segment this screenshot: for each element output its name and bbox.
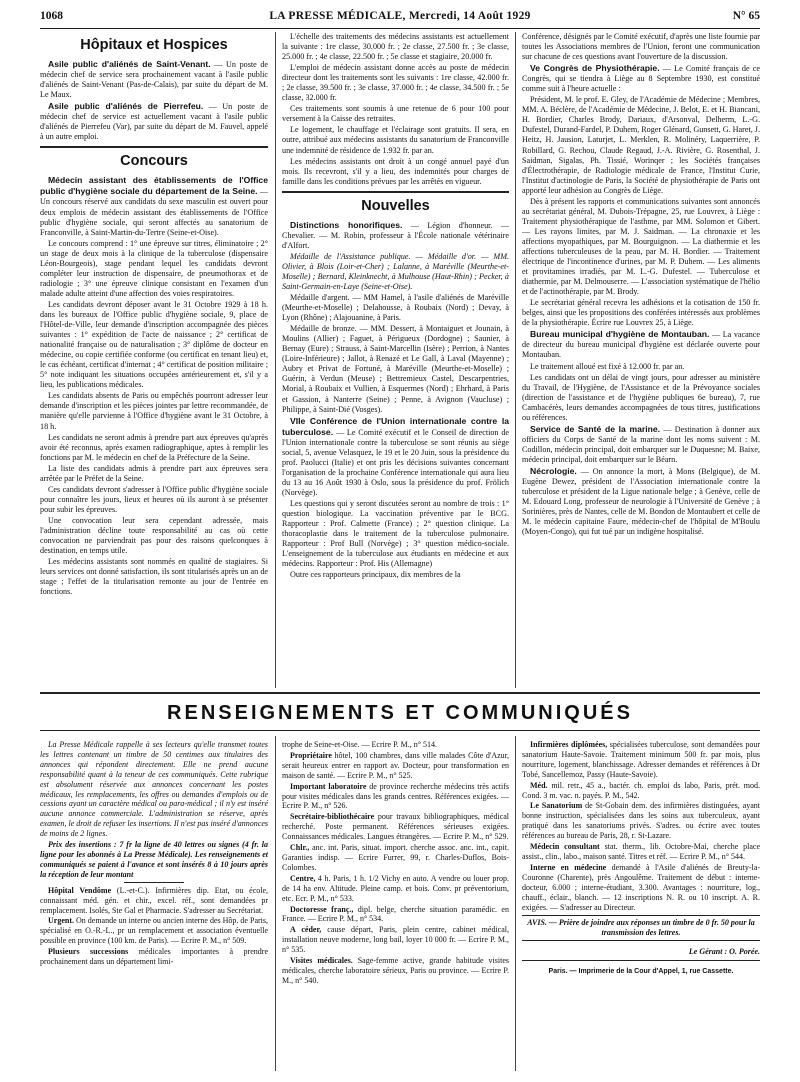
paragraph: Le logement, le chauffage et l'éclairage sont gratuits. Il sera, en outre, attribué aux médecins assistants du sanatorium de Franconville une indemnité de résidence de 1.932 fr. par an. (282, 125, 509, 155)
paragraph: L'échelle des traitements des médecins assistants est actuellement la suivante : 1re classe, 30.000 fr. ; 2e classe, 27.500 fr. ; 3e classe, 25.000 fr. ; 4e classe, 22.500 fr. ; 5e classe et stagiaire, 20.000 fr. (282, 32, 509, 62)
notice-heading: Service de Santé de la marine. (530, 423, 661, 434)
page-header (40, 6, 760, 26)
ad-heading: Plusieurs successions (48, 947, 129, 957)
notice-text: — Un concours réservé aux candidats du sexe masculin est ouvert pour deux emplois de médecin assistant des établissements de l'Office public d'hygiène sociale, qui seront affectés au sanatorium de Franconville, à Saint-Martin-du-Tertre (Seine-et-Oise). (40, 187, 268, 237)
ad-text: dipl. belge, cherche situation paramédic. en France. — Ecrire P. M., n° 534. (282, 904, 509, 924)
paragraph: Une convocation leur sera cependant adressée, mais l'administration décline toute responsabilité au cas où cette convocation ne parviendrait pas pour des raisons quelconques à destination, en temps utile. (40, 515, 268, 556)
paragraph: Les médecins assistants sont nommés en qualité de stagiaires. Si leurs services ont donné satisfaction, ils sont titularisés après un an de stage ; l'effet de la titularisation remonte au jour de l'entrée en fonctions. (40, 557, 268, 597)
ad-text: stat. therm., lib. Octobre-Mai, cherche place assist., clin., labo., maison santé. Titres et réf. — Ecrire P. M., n° 544. (522, 842, 760, 861)
notice-heading: Bureau municipal d'hygiène de Montauban. (530, 329, 710, 340)
issue-number: N° 65 (732, 10, 760, 22)
notice-heading: Distinctions honorifiques. (290, 219, 403, 230)
header-rule (40, 28, 760, 29)
ad-heading: Urgent. (48, 916, 74, 926)
notice-heading: Asile public d'aliénés de Pierrefeu. (48, 101, 204, 112)
ad-text: Sage-femme active, grande habitude visites médicales, cherche laboratoire sérieux, Paris ou province. — Ecrire P. M., n° 540. (282, 956, 509, 985)
notice-text: — Légion d'honneur. — Chevalier. — M. Robin, professeur à l'École nationale vétérinaire d'Alfort. (282, 220, 509, 250)
ad-heading: Visites médicales. (290, 956, 353, 966)
ad-heading: Le Sanatorium (530, 801, 583, 811)
ad-text: mil. retr., 45 a., bactér. ch. emploi ds labo, Paris, prét. mod. Cond. 3 m. vac. n. payés. P. M., 542. (522, 780, 760, 800)
banner-rule-bottom (40, 730, 760, 731)
section-title-concours: Concours (120, 153, 188, 170)
section-rule (282, 191, 509, 193)
printer-imprint: Paris. — Imprimerie de la Cour d'Appel, 1, rue Cassette. (548, 968, 734, 976)
paragraph: Les candidats absents de Paris ou empêchés pourront adresser leur demande d'inscription et les pièces jointes par lettre recommandée, de manière qu'elle parvienne à l'Office d'hygiène avant le 31 Octobre, à 18 h. (40, 391, 268, 431)
ad-heading: Méd. (530, 780, 548, 790)
notice-text: — La vacance de directeur du bureau municipal d'hygiène est déclarée ouverte pour Montauban. (522, 330, 760, 360)
ad-heading: Secrétaire-bibliothécaire (290, 812, 375, 822)
banner-rule-top (40, 692, 760, 694)
ads-column-1 (40, 740, 268, 1074)
ads-column-2 (282, 740, 509, 1074)
page-number: 1068 (40, 10, 63, 22)
column-1 (40, 32, 268, 688)
paragraph: Les candidats ont un délai de vingt jours, pour adresser au ministère du Travail, de l'Hygiène, de l'Assistance et de la Prévoyance sociales (direction de l'assistance et de l'hygiène publiques 6e bureau), 7, rue Cambacérès, leurs demandes accompagnées de tous titres, justifications ou références. (522, 372, 760, 422)
ad-heading: Infirmières diplômées, (530, 740, 608, 749)
paragraph: Médaille de l'Assistance publique. — Médaille d'or. — MM. Olivier, à Blois (Loir-et-Cher) ; Lalanne, à Maréville (Meurthe-et-Moselle) ; Bernard, Kleinknecht, à Mulhouse (Haut-Rhin) ; Pecker, à Saint-Germain-en-Laye (Seine-et-Oise). (282, 251, 509, 291)
footer-rule (522, 960, 760, 961)
column-divider (275, 736, 276, 1071)
ad-heading: Doctoresse franç., (290, 904, 354, 914)
notice-text: — On annonce la mort, à Mons (Belgique), de M. Eugène Dewez, président de l'Association internationale contre la tuberculose et président de la Ligue nationale belge ; à Genève, celle de M. Edouard Long, professeur de neurologie à l'Université de Genève ; à Sorinières, près de Nantes, celle de M. Bondon de Montaubert et celle de M. le médecin capitaine Faure, médecin-chef de l'hôpital de M'Boulu (Moyen-Congo), qui fut tué par un indigène hospitalisé. (522, 466, 760, 537)
ad-text: demandé à l'Asile d'aliénés de Breuty-la-Couronne (Charente), près Angoulême. Traitement de début : interne-docteur, 6.000 ; interne-étudiant, 3.300. Avantages : nourriture, log., chauff., éclair., blanch. — 12 inscriptions N. R. ou 10 inscript. A. R. exigées. — S'adresser au Directeur. (522, 862, 760, 912)
ad-heading: Centre, (290, 873, 316, 883)
gerant-signature: Le Gérant : O. Porée. (688, 947, 760, 957)
ad-text: pour travaux bibliographiques, médical recherché. Poste permanent. Références sérieuses exigées. Connaissances médicales. Langues étrangères. — Ecrire P. M., n° 529. (282, 812, 509, 842)
notice-heading: Asile public d'aliénés de Saint-Venant. (48, 59, 211, 69)
notice-heading: Ve Congrès de Physiothérapie. (530, 63, 660, 74)
section-title-renseignements: RENSEIGNEMENTS ET COMMUNIQUÉS (167, 702, 633, 724)
column-2 (282, 32, 509, 688)
notice-heading: Médecin assistant des établissements de l'Office public d'hygiène sociale du département de la Seine. (40, 175, 268, 197)
notice-text: — Le Comité exécutif et le Conseil de direction de l'Union internationale contre la tuberculose se sont réunis au siège social, 5, avenue Velasquez, le 19 et le 20 Juin, sous la présidence du prof. Paolucci (Italie) et ont pris les décisions suivantes concernant l'organisation de la prochaine Conférence internationale qui aura lieu du 13 au 16 Août 1930 à Oslo, sous la présidence du prof. Frölich (Norvège). (282, 427, 509, 497)
ad-heading: Médecin consultant (530, 842, 600, 852)
paragraph: Médaille d'argent. — MM Hamel, à l'asile d'aliénés de Maréville (Meurthe-et-Moselle) ; Delahousse, à Roubaix (Nord) ; Devay, à Lyon (Rhône) ; Alajouanine, à Paris. (282, 293, 509, 323)
ad-text: On demande un interne ou ancien interne des Hôp. de Paris, spécialisé en O.-R.-L., pr un remplacement et association éventuelle possible en province (100 km. de Paris). — Ecrire P. M., n° 509. (40, 916, 268, 946)
section-rule (40, 146, 268, 148)
divider (124, 882, 184, 883)
paragraph: Ces traitements sont soumis à une retenue de 6 pour 100 pour versement à la Caisse des retraites. (282, 104, 509, 124)
ad-text: (L.-et-C.). Infirmières dip. Etat, ou école, connaissant méd. gén. et chir., excel. réf., sont demandées pr remplacement. Isolés, Ste Gal et Pharmacie. S'adresser au Secrétariat. (40, 885, 268, 915)
ads-pricing: Prix des insertions : 7 fr la ligne de 40 lettres ou signes (4 fr. la ligne pour les abonnés à La Presse Médicale). Les renseignements et communiqués se paient à l'avance et sont insérés 8 à 10 jours après la réception de leur montant (40, 840, 268, 879)
paragraph: Ces candidats devront s'adresser à l'Office public d'hygiène sociale pour connaître les jours, lieux et heures où ils auront à se présenter pour subir les épreuves. (40, 484, 268, 514)
ad-text: spécialisées tuberculose, sont demandées pour sanatorium Haute-Savoie. Traitement minimum 500 fr. par mois, plus nourriture, logement, blanchissage. Adresser demandes et références à Dr Tobé, Sancellemoz, Passy (Haute-Savoie). (522, 740, 760, 779)
ad-text: de province recherche médecins très actifs pour visites médicales dans les grands centres. Références exigées. — Ecrire P. M., n° 526. (282, 781, 509, 811)
ad-text: hôtel, 100 chambres, dans ville malades Côte d'Azur, serait heureux entrer en rapport av. Docteur, pour transformation en maison de santé. — Ecrire P. M., n° 525. (282, 750, 509, 780)
paragraph: Les candidats ne seront admis à prendre part aux épreuves qu'après avoir été reconnus, après examen radiographique, aptes à remplir les fonctions par M. le médecin en chef de la Préfecture de la Seine. (40, 432, 268, 462)
column-3 (522, 32, 760, 688)
ad-heading: Interne en médecine (530, 862, 607, 872)
ad-text: anc. int. Paris, situat. import. cherche assoc. anc. int., capit. Garanties indisp. — Ecrire Furrer, 99, r. Charles-Duflos, Bois-Colombes. (282, 843, 509, 872)
paragraph: Médaille de bronze. — MM. Dessert, à Montaiguet et Jounain, à Moulins (Allier) ; Faguet, à Périgueux (Dordogne) ; Saunier, à Bernay (Eure) ; Strauss, à Saint-Marcellin (Isère) ; Perrion, à Nantes (Loire-Inférieure) ; Jallot, à Renazé et Le Gall, à Laval (Mayenne) ; Aubry et Privat de Fortuné, à Maréville (Meurthe-et-Moselle) ; Guérin, à Verdun (Meuse) ; Bettremieux Castel, Descarpentries, Morial, à Roubaix et Vullien, à Esquermes (Nord) ; Ehrhard, à Paris et Gassion, à Nanterre (Seine) ; Penne, à Avignon (Vaucluse) ; Philippe, à Saint-Dié (Vosges). (282, 324, 509, 414)
avis-box: AVIS. — Prière de joindre aux réponses un timbre de 0 fr. 50 pour la transmission des lettres. (522, 915, 760, 941)
ad-heading: Propriétaire (290, 750, 332, 760)
column-divider (515, 736, 516, 1071)
newspaper-title: LA PRESSE MÉDICALE, Mercredi, 14 Août 1929 (269, 10, 531, 22)
paragraph: Conférence, désignés par le Comité exécutif, d'après une liste fournie par toutes les Associations membres de l'Union, feront une communication sur chacune de ces questions avant l'ouverture de la discussion. (522, 32, 760, 62)
paragraph: La liste des candidats admis à prendre part aux épreuves sera arrêtée par le Préfet de la Seine. (40, 463, 268, 483)
paragraph: L'emploi de médecin assistant donne accès au poste de médecin directeur dont les traitements sont les suivants : 1re classe, 42.000 fr. ; 2e classe, 39.500 fr. ; 3e classe, 37.000 fr. ; 4e classe, 34.500 fr. ; 5e classe, 32.000 fr. (282, 63, 509, 103)
paragraph: Les candidats devront déposer avant le 31 Octobre 1929 à 18 h. dans les bureaux de l'Office public d'hygiène sociale, 9, place de l'Hôtel-de-Ville, leur demande d'inscription accompagnée des pièces suivantes : 1° expédition de l'acte de naissance ; 2° certificat de nationalité française ou de naturalisation ; 3° diplôme de docteur en médecine, ou copie certifiée conforme (ou certificat en tenant lieu) et, le cas échéant, certificat d'internat ; 4° certificat de position militaire ; 5° note indiquant les situations occupées antérieurement et, s'il y a lieu, les publications médicales. (40, 299, 268, 390)
paragraph: Le concours comprend : 1° une épreuve sur titres, éliminatoire ; 2° un stage de deux mois à la clinique de la tuberculose (dispensaire Léon-Bourgeois), stage pendant lequel les candidats devront compléter leur instruction de dispensaire, de pneumothorax et de radiologie ; 3° une épreuve clinique consistant en l'examen d'un malade adulte atteint d'une affection des voies respiratoires. (40, 238, 268, 298)
notice-text: — Un poste de médecin chef de service est actuellement vacant à l'asile public d'aliénés de Pierrefeu (Var), par suite du départ de M. Fauvel, appelé à un autre emploi. (40, 102, 268, 142)
notice-text: — Destination à donner aux officiers du Corps de Santé de la marine dont les noms suivent : M. Codillon, médecin principal, doit embarquer sur le Duquesne; M. Baixe, médecin principal, doit embarquer sur le Béarn. (522, 424, 760, 464)
section-title-nouvelles: Nouvelles (361, 197, 430, 214)
paragraph: Le secrétariat général recevra les adhésions et la cotisation de 150 fr. belges, ainsi que les propositions des conférées intéressés aux problèmes de la physiothérapie. Écrire rue Louvrex 25, à Liège. (522, 298, 760, 328)
ad-heading: A céder, (290, 925, 322, 935)
ad-text: cause départ, Paris, plein centre, cabinet médical, installation neuve moderne, long bail, loyer 10 000 fr. — Ecrire P. M., n° 535. (282, 925, 509, 955)
ad-heading: Important laboratoire (290, 781, 367, 791)
column-divider (275, 32, 276, 688)
column-divider (515, 32, 516, 688)
ads-notice: La Presse Médicale rappelle à ses lecteurs qu'elle transmet toutes les lettres contenant un timbre de 50 centimes aux titulaires des annonces qui répondent directement. Elle ne prend aucune responsabilité quant à la teneur de ces communiqués. Cette rubrique est absolument réservée aux annonces concernant les postes médicaux, les remplacements, les offres ou demandes d'emplois ou de cessions ayant un caractère médical ou para-médical ; il n'y est inséré aucune annonce commerciale. L'administration se réserve, après examen, le droit de refuser les insertions. Il n'est pas inséré d'annonces de moins de 2 lignes. (40, 740, 268, 839)
notice-heading: VIIe Conférence de l'Union internationale contre la tuberculose. (282, 415, 509, 437)
paragraph: Les médecins assistants ont droit à un congé annuel payé d'un mois. Ils recevront, s'il y a lieu, des indemnités pour charges de famille dans les conditions prévues par les arrêtés en vigueur. (282, 156, 509, 186)
ad-text: de St-Gobain dem. des infirmières distinguées, ayant bonne instruction, spécialisées dans les soins aux tuberculeux, ayant pratiqué dans les sanatoriums privés. S'adres. ou écrire avec toutes références au bureau de Paris, 28, r. St-Lazare. (522, 801, 760, 841)
ad-heading: Hôpital Vendôme (48, 885, 112, 895)
ad-heading: Chlr., (290, 843, 310, 853)
paragraph: Président, M. le prof. E. Gley, de l'Académie de Médecine ; Membres, MM. A. Béclère, de l'Académie de Médecine, J. Belot, E. et H. Biancani, H. Bordier, Charles Brody, Dariaux, d'Arsonval, Delherm, L.-G. Dufestel, Durand-Fardel, P. Duhem, Roger Glénard, Gunsett, G. Haret, J. Heitz, H. Jausion, Laturjet, L. Merklen, R. Molinéry, Laquerrière, P. Robillard, G. Rechou, Claude Regaud, J.-A. Rivière, G. Rosenthal, J. Saidman, Sigalas, Ph. Tissié, Worinqer ; les Sociétés françaises d'Électrothérapie, de Radiologie médicale de France, l'Institut Curie, l'Institut d'actinologie de Paris, la Société de physiothérapie de Paris ont apporté leur adhésion au Congrès de Liège. (522, 95, 760, 195)
paragraph: Les questions qui y seront discutées seront au nombre de trois : 1° question biologique. La vaccination préventive par le BCG. Rapporteur : Prof. Calmette (France) ; 2° question clinique. La thoracoplastie dans le traitement de la tuberculose pulmonaire. Rapporteur : Prof Bull (Norvège) ; 3° question médico-sociale. L'enseignement de la tuberculose aux étudiants en médecine et aux médecins. Rapporteur : Prof. His (Allemagne) (282, 498, 509, 569)
notice-heading: Nécrologie. (530, 465, 577, 476)
ad-text: 4 h. Paris, 1 h. 1/2 Vichy en auto. A vendre ou louer prop. de 14 ha env. Altitude. Pleine camp. et bois. Conv. pr préventorium, etc. Ecr. P. M., n° 533. (282, 873, 509, 903)
paragraph: Dès à présent les rapports et communications suivantes sont annoncés au secrétariat général, M. Dubois-Trépagne, 25, rue Louvrex, à Liège : Traitement physiothérapique de l'asthme, par MM. Solomon et Gibert. — Les rayons limites, par M. J. Saidman. — La chronaxie et les affections myopathiques, par M. Bourguignon. — La diathermie et les affections tuberculeuses de la peau, par M. H. Bordier. — Traitement électrique de l'incontinence d'urines, par M. P. Duhem. — Les aliments et provitamines irradiés, par M. L.-G. Dufestel. — Tuberculose et diathermie, par M. Delmouserre. — L'association systématique de l'hélio et de l'actinothérapie, par M. Brody. (522, 196, 760, 297)
notice-text: — Un poste de médecin chef de service sera prochainement vacant à l'asile public d'aliénés de Saint-Venant (Pas-de-Calais), par suite du départ de M. Le Maux. (40, 60, 268, 100)
notice-text: — Le Comité français de ce Congrès, qui se tiendra à Liège au 8 Septembre 1930, est constitué comme suit à l'heure actuelle : (522, 64, 760, 94)
section-title-hopitaux: Hôpitaux et Hospices (80, 37, 228, 53)
ads-column-3 (522, 740, 760, 1074)
ad-text: trophe de Seine-et-Oise. — Ecrire P. M., n° 514. (282, 740, 437, 749)
paragraph: Outre ces rapporteurs principaux, dix membres de la (290, 570, 461, 580)
paragraph: Le traitement alloué est fixé à 12.000 fr. par an. (530, 361, 685, 371)
ad-text: médicales importantes à prendre prochainement dans un département limi- (40, 947, 268, 967)
